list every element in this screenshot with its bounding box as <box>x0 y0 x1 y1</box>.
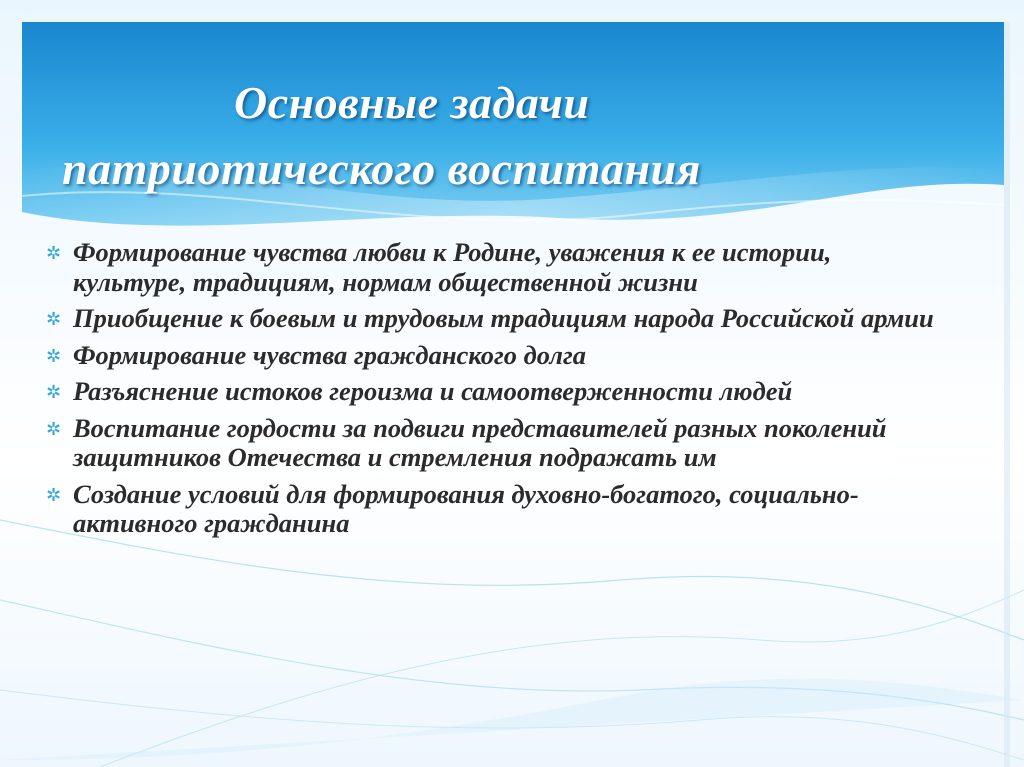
list-item <box>46 304 946 334</box>
bullet-asterisk-icon: ✲ <box>46 484 62 505</box>
bullet-asterisk-icon: ✲ <box>46 382 62 402</box>
bullet-asterisk-icon: ✲ <box>46 345 62 366</box>
list-item <box>46 480 946 539</box>
list-item <box>46 341 946 371</box>
title-line-1: Основные задачи <box>234 77 590 128</box>
list-item-text: Формирование чувства гражданского долга <box>73 339 586 370</box>
list-item <box>46 414 946 473</box>
list-item-text: Приобщение к боевым и трудовым традициям народа Российской армии <box>73 303 934 333</box>
list-item-text: Разъяснение истоков героизма и самоотверженности людей <box>73 376 793 406</box>
list-item-text: Создание условий для формирования духовно-богатого, социально-активного гражданина <box>73 478 859 538</box>
list-item-text: Воспитание гордости за подвиги представителей разных поколений защитников Отечества и стремления подражать им <box>73 412 887 472</box>
slide-title <box>62 70 962 202</box>
list-item-text: Формирование чувства любви к Родине, уважения к ее истории, культуре, традициям, нормам общественной жизни <box>73 237 832 297</box>
title-line-2: патриотического воспитания <box>62 143 701 194</box>
task-list <box>46 238 946 546</box>
list-item <box>46 238 946 297</box>
bullet-asterisk-icon: ✲ <box>46 243 62 263</box>
list-item <box>46 377 946 407</box>
bullet-asterisk-icon: ✲ <box>46 309 62 329</box>
bullet-asterisk-icon: ✲ <box>46 418 62 439</box>
